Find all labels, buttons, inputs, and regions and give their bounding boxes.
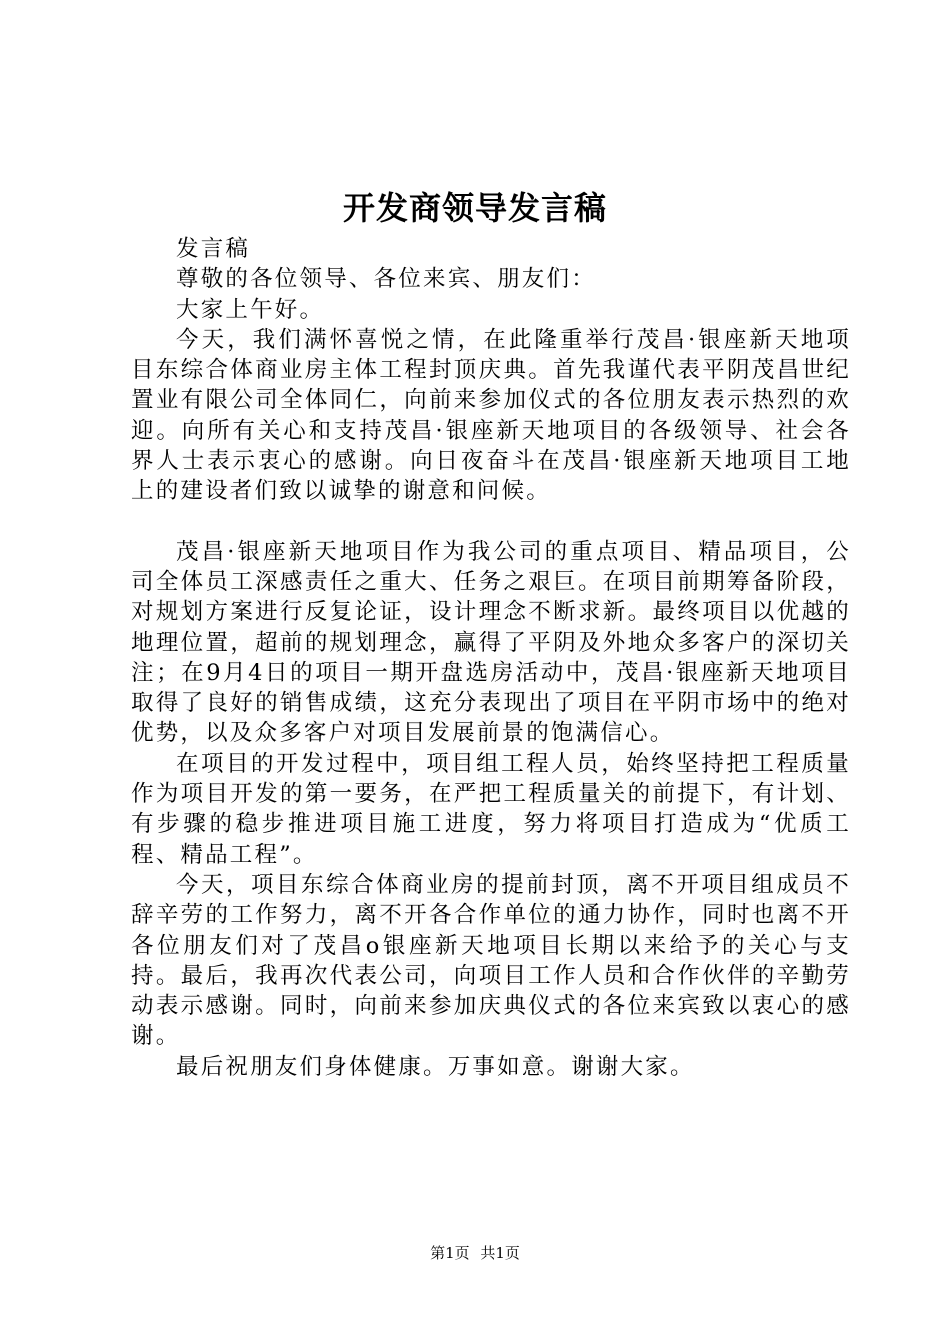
- paragraph-welcome: 今天，我们满怀喜悦之情，在此隆重举行茂昌·银座新天地项目东综合体商业房主体工程封顶庆典。首先我谨代表平阴茂昌世纪置业有限公司全体同仁，向前来参加仪式的各位朋友表示热烈的欢迎。向所有关心和支持茂昌·银座新天地项目的各级领导、社会各界人士表示衷心的感谢。向日夜奋斗在茂昌·银座新天地项目工地上的建设者们致以诚挚的谢意和问候。: [131, 326, 851, 505]
- document-body: [131, 234, 851, 1082]
- page-count: 共1页: [480, 1244, 520, 1262]
- paragraph-closing: 最后祝朋友们身体健康。万事如意。谢谢大家。: [176, 1053, 695, 1080]
- paragraph-salutation: 尊敬的各位领导、各位来宾、朋友们：: [176, 266, 596, 293]
- document-title: 开发商领导发言稿: [342, 189, 607, 227]
- paragraph-heading: 发言稿: [176, 236, 251, 262]
- paragraph-greeting: 大家上午好。: [176, 296, 325, 323]
- paragraph-project-intro: 茂昌·银座新天地项目作为我公司的重点项目、精品项目，公司全体员工深感责任之重大、任务之艰巨。在项目前期筹备阶段，对规划方案进行反复论证，设计理念不断求新。最终项目以优越的地理位置，超前的规划理念，赢得了平阴及外地众多客户的深切关注；在9月4日的项目一期开盘选房活动中，茂昌·银座新天地项目取得了良好的销售成绩，这充分表现出了项目在平阴市场中的绝对优势，以及众多客户对项目发展前景的饱满信心。: [131, 538, 851, 747]
- page-footer: [0, 1241, 950, 1265]
- paragraph-quality: 在项目的开发过程中，项目组工程人员，始终坚持把工程质量作为项目开发的第一要务，在严把工程质量关的前提下，有计划、有步骤的稳步推进项目施工进度，努力将项目打造成为“优质工程、精品工程”。: [131, 750, 851, 868]
- paragraph-thanks: 今天，项目东综合体商业房的提前封顶，离不开项目组成员不辞辛劳的工作努力，离不开各合作单位的通力协作，同时也离不开各位朋友们对了茂昌o银座新天地项目长期以来给予的关心与支持。最后，我再次代表公司，向项目工作人员和合作伙伴的辛勤劳动表示感谢。同时，向前来参加庆典仪式的各位来宾致以衷心的感谢。: [131, 871, 851, 1050]
- page-number: 第1页: [430, 1244, 470, 1262]
